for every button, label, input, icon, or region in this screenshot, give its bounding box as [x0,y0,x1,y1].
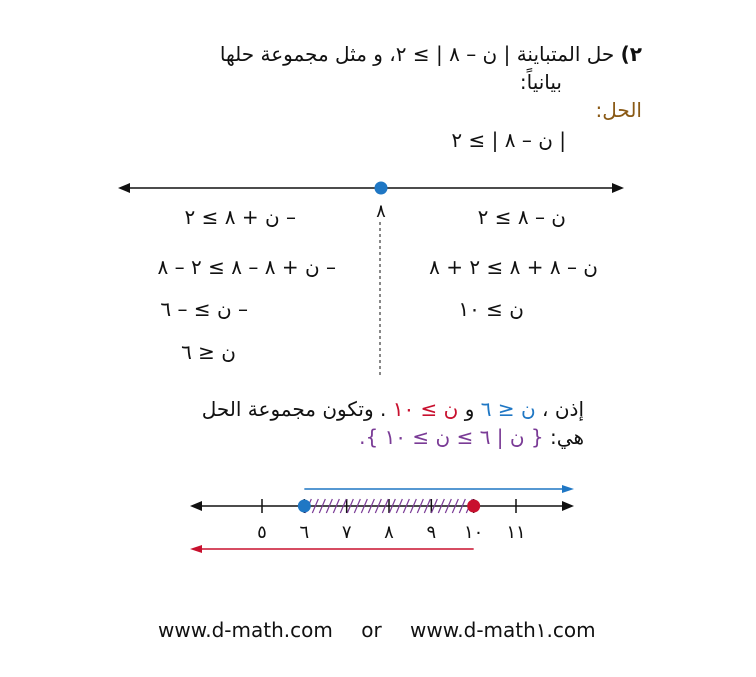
left-case-step-2: – ن + ٨ – ٨ ≥ ٢ – ٨ [157,255,336,279]
conclusion-red-part: ن ≥ ١٠ [392,397,459,421]
right-arrow-icon [612,183,624,193]
conclusion-line2-prefix: هي: [550,425,584,449]
solution-set: { ن | ٦ ≥ ن ≥ ١٠ }. [359,425,544,449]
footer-site-1[interactable]: www.d-math.com [158,618,333,642]
question-number: ٢) [620,42,642,66]
right-case-step-3: ن ≥ ١٠ [458,297,524,321]
red-point [467,500,480,513]
left-arrow-icon [190,501,202,511]
main-inequality: | ن – ٨ | ≥ ٢ [451,128,566,152]
footer-or: or [361,618,382,642]
tick-label: ١٠ [463,522,484,543]
question-text: حل المتباينة | ن – ٨ | ≥ ٢، و مثل مجموعة حلها [219,42,615,66]
right-arrow-icon [562,501,574,511]
blue-ray-arrow-icon [562,485,574,493]
right-case-step-1: ن – ٨ ≥ ٢ [477,205,566,229]
tick-label: ٨ [384,522,394,543]
bottom-number-line [190,485,574,553]
tick-label: ٦ [299,522,310,543]
conclusion-line-2 [359,425,584,449]
footer [158,618,596,642]
question-line-2: بيانياً: [519,70,562,94]
left-case-step-1: – ن + ٨ ≥ ٢ [184,205,296,229]
right-case-step-2: ن – ٨ + ٨ ≥ ٢ + ٨ [429,255,598,279]
tick-label: ٧ [341,522,352,543]
center-point-label: ٨ [376,201,386,222]
conclusion-suffix: . وتكون مجموعة الحل [201,397,387,421]
tick-label: ٥ [257,522,267,543]
solution-label: الحل: [595,98,642,122]
red-ray-arrow-icon [190,545,202,553]
center-point [375,182,388,195]
conclusion-prefix: إذن ، [542,397,584,421]
tick-label: ١١ [506,522,526,543]
tick-label: ٩ [426,522,437,543]
conclusion-line-1 [202,397,584,421]
conclusion-blue-part: ن ≤ ٦ [480,397,536,421]
conclusion-and: و [464,397,475,421]
footer-site-2[interactable]: www.d-math١.com [410,618,596,642]
left-arrow-icon [118,183,130,193]
left-case-step-4: ن ≤ ٦ [181,340,236,364]
blue-point [298,500,311,513]
left-case-step-3: – ن ≥ – ٦ [160,297,248,321]
